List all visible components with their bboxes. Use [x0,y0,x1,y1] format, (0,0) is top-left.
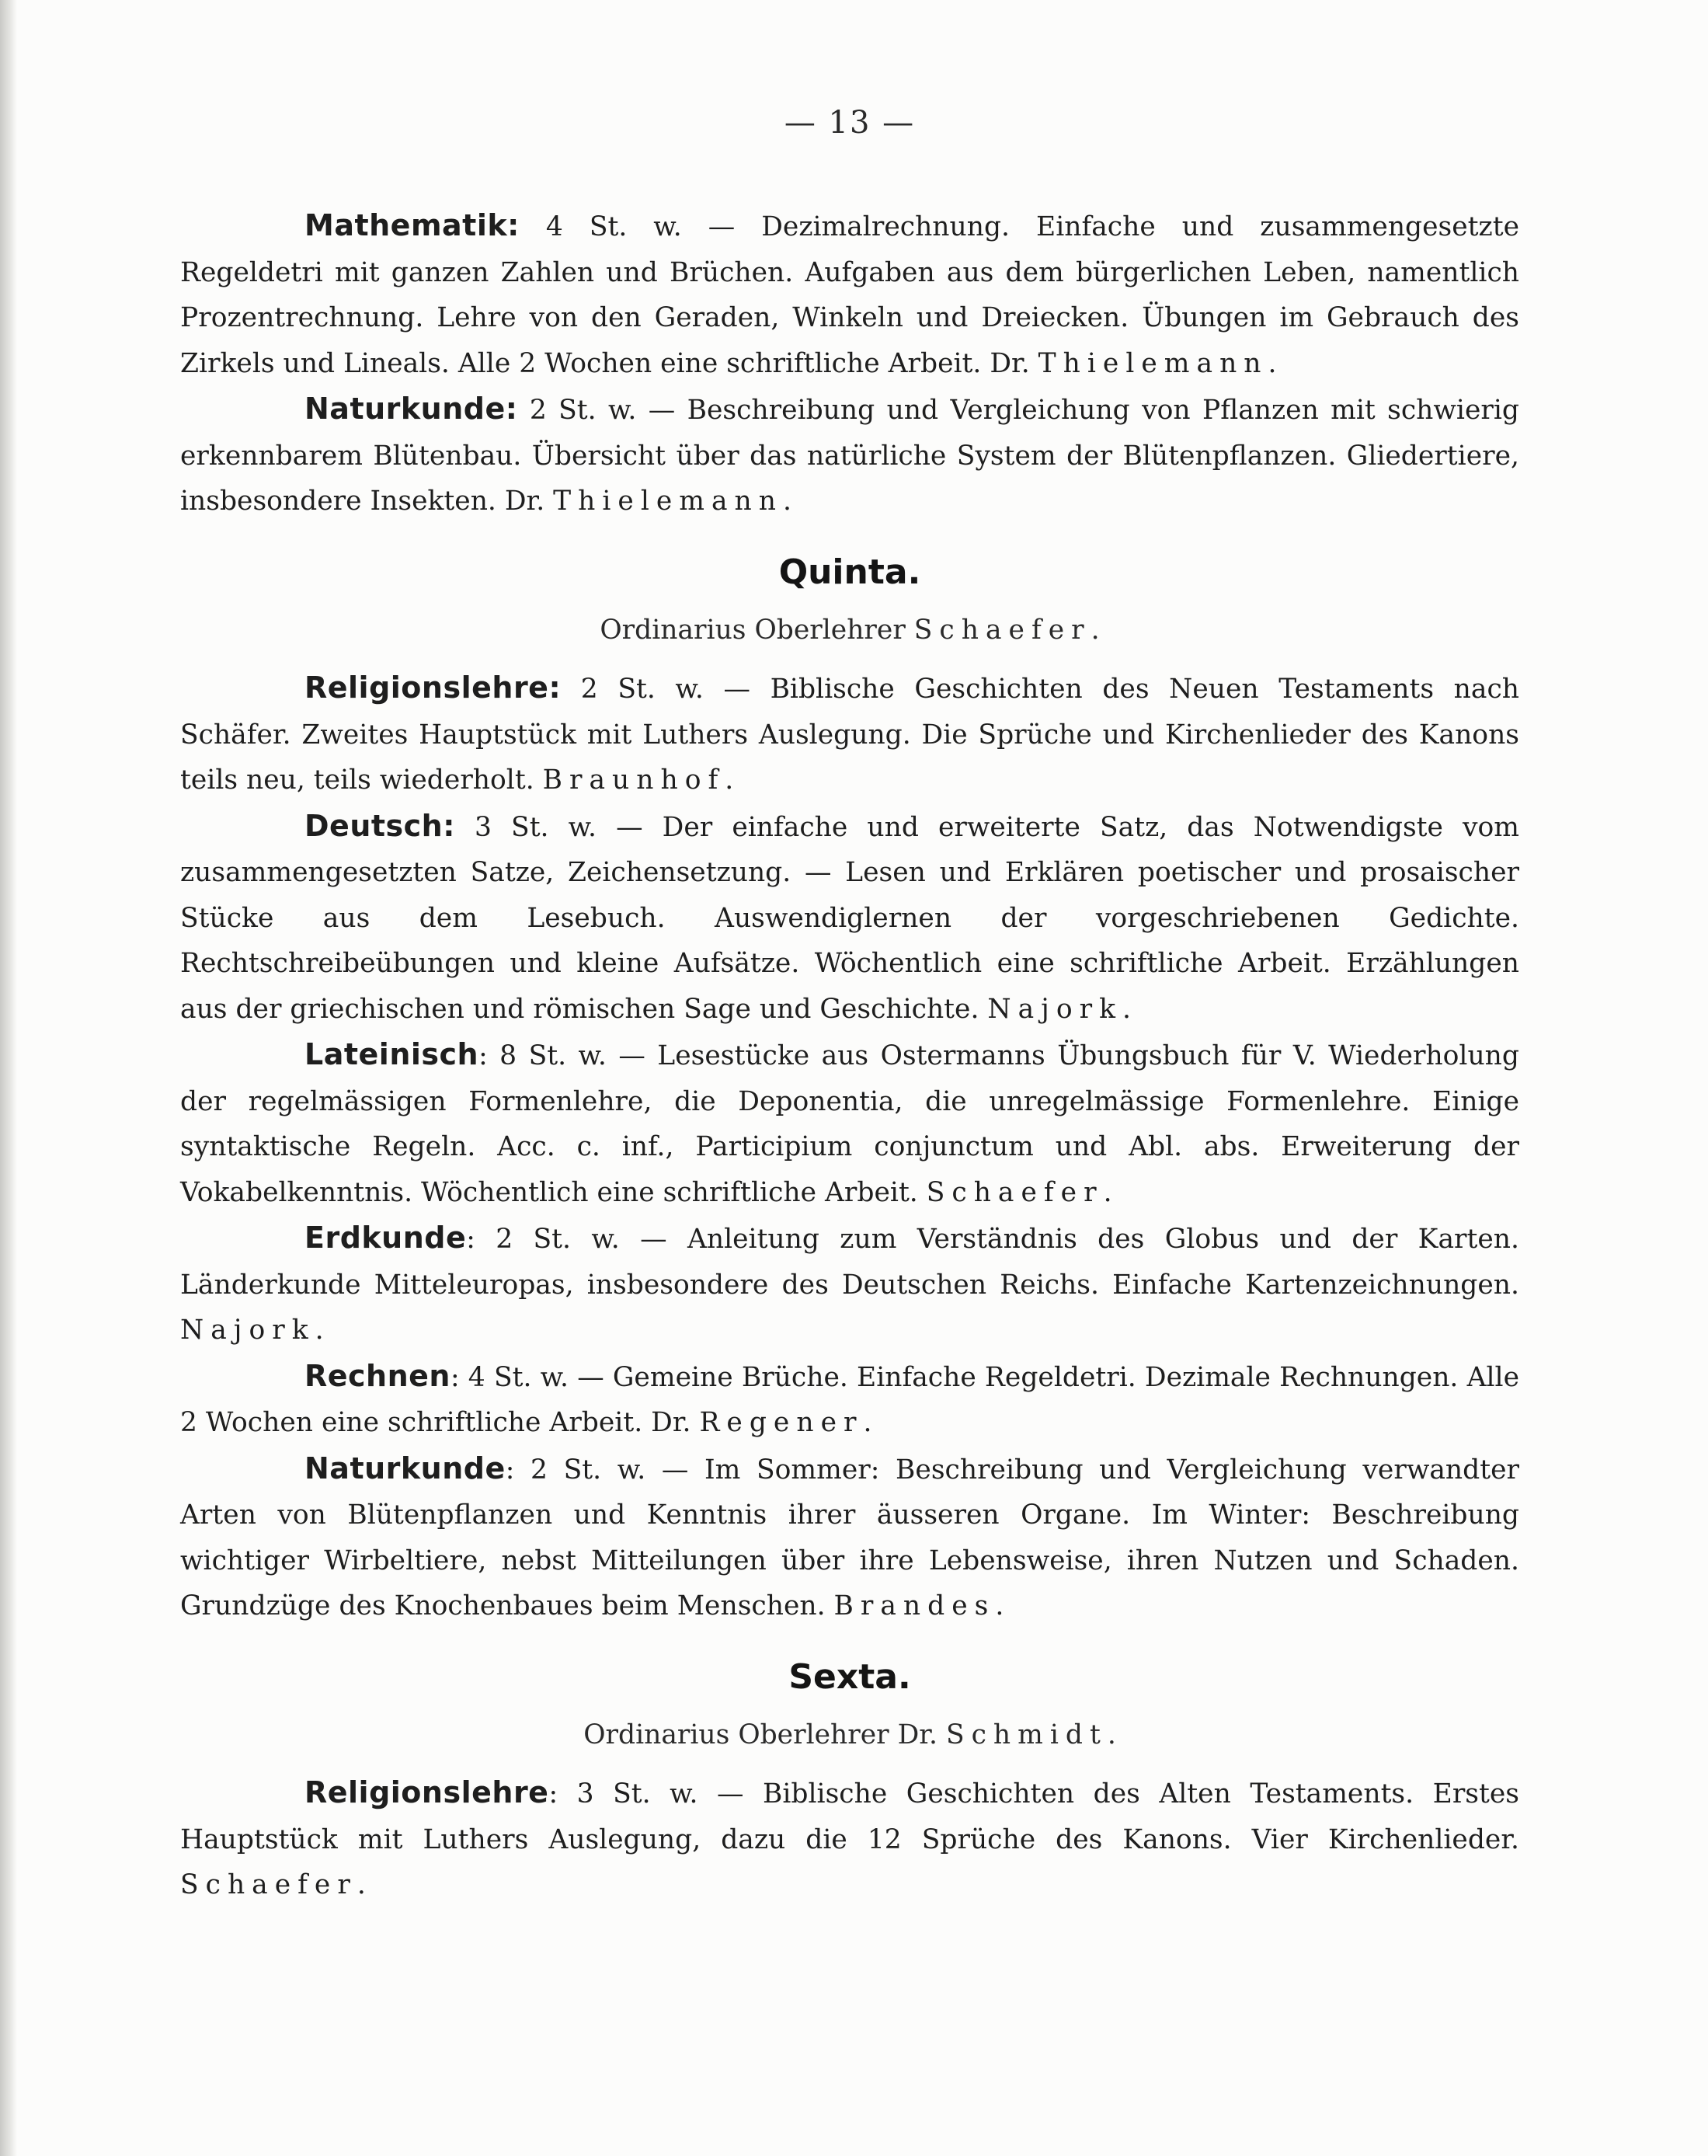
subject-label: Naturkunde [304,1451,506,1486]
teacher-suffix: . [357,1869,366,1900]
teacher-name: Thielemann [553,486,783,517]
subject-entry-rechnen [180,1353,1519,1446]
subject-entry-naturkunde [180,1446,1519,1629]
teacher-name: Najork [987,993,1123,1025]
teacher-name: Schaefer [926,1176,1104,1208]
teacher-suffix: . [1122,993,1131,1025]
teacher-name: Brandes [833,1590,996,1621]
teacher-prefix: Dr. [651,1407,700,1438]
ordinarius-name: Schaefer [913,614,1091,646]
subject-entry-deutsch [180,803,1519,1033]
entry-text: : 4 St. w. — Gemeine Brüche. Einfache Regeldetri. Dezimale Rechnungen. Alle 2 Wochen eine schriftliche Arbeit. [180,1361,1519,1438]
entry-text: 2 St. w. — Beschreibung und Vergleichung von Pflanzen mit schwierig erkennbarem Blütenbau. Übersicht über das natürliche System der Blütenpflanzen. Gliedertiere, insbesondere Insekten. [180,395,1519,517]
teacher-suffix: . [315,1315,324,1346]
ordinarius-name: Schmidt [945,1719,1108,1750]
subject-label: Mathematik: [304,208,520,242]
subject-label: Deutsch: [304,808,455,843]
entry-text: : 2 St. w. — Im Sommer: Beschreibung und Vergleichung verwandter Arten von Blütenpflanzen und Kenntnis ihrer äusseren Organe. Im Winter: Beschreibung wichtiger Wirbeltiere, nebst Mitteilungen über ihre Lebensweise, ihren Nutzen und Schaden. Grundzüge des Knochenbaues beim Menschen. [180,1454,1519,1621]
teacher-name: Thielemann [1038,347,1268,379]
subject-label: Religionslehre [304,1775,549,1809]
section-heading: Sexta. [788,1656,911,1697]
subject-entry-naturkunde [180,386,1519,524]
ordinarius-prefix: Ordinarius Oberlehrer Dr. [583,1719,946,1750]
teacher-suffix: . [783,486,791,517]
section-continuation [180,203,1519,524]
teacher-prefix: Dr. [990,347,1038,379]
entry-text: 2 St. w. — Biblische Geschichten des Neuen Testaments nach Schäfer. Zweites Hauptstück mit Luthers Auslegung. Die Sprüche und Kirchenlieder des Kanons teils neu, teils wiederholt. [180,674,1519,796]
teacher-suffix: . [863,1407,872,1438]
subject-label: Religionslehre: [304,670,562,705]
teacher-suffix: . [995,1590,1004,1621]
ordinarius-line [180,608,1519,653]
entry-text: : 2 St. w. — Anleitung zum Verständnis des Globus und der Karten. Länderkunde Mitteleuropas, insbesondere des Deutschen Reichs. Einfache Kartenzeichnungen. [180,1224,1519,1301]
teacher-suffix: . [725,765,734,796]
section-sexta [180,1657,1519,1908]
page-number: — 13 — [784,105,916,141]
section-quinta [180,552,1519,1629]
page-content [180,105,1519,1908]
subject-label: Erdkunde [304,1221,467,1255]
subject-entry-lateinisch [180,1032,1519,1215]
ordinarius-prefix: Ordinarius Oberlehrer [600,614,914,646]
entry-text: 3 St. w. — Der einfache und erweiterte Satz, das Notwendigste vom zusammengesetzten Satze, Zeichensetzung. — Lesen und Erklären poetischer und prosaischer Stücke aus dem Lesebuch. Auswendiglernen der vorgeschriebenen Gedichte. Rechtschreibeübungen und kleine Aufsätze. Wöchentlich eine schriftliche Arbeit. Erzählungen aus der griechischen und römischen Sage und Geschichte. [180,811,1519,1025]
entry-text: 4 St. w. — Dezimalrechnung. Einfache und zusammengesetzte Regeldetri mit ganzen Zahlen und Brüchen. Aufgaben aus dem bürgerlichen Leben, namentlich Prozentrechnung. Lehre von den Geraden, Winkeln und Dreiecken. Übungen im Gebrauch des Zirkels und Lineals. Alle 2 Wochen eine schriftliche Arbeit. [180,211,1519,379]
teacher-name: Regener [699,1407,864,1438]
ordinarius-suffix: . [1091,614,1100,646]
entry-text: : 8 St. w. — Lesestücke aus Ostermanns Übungsbuch für V. Wiederholung der regelmässigen Formenlehre, die Deponentia, die unregelmässige Formenlehre. Einige syntaktische Regeln. Acc. c. inf., Participium conjunctum und Abl. abs. Erweiterung der Vokabelkenntnis. Wöchentlich eine schriftliche Arbeit. [180,1040,1519,1208]
subject-label: Rechnen [304,1358,450,1393]
page-binding-edge [0,0,17,2156]
subject-entry-religionslehre [180,1770,1519,1908]
subject-entry-religionslehre [180,665,1519,803]
ordinarius-line [180,1712,1519,1758]
subject-label: Naturkunde: [304,392,518,426]
subject-label: Lateinisch [304,1037,479,1071]
teacher-suffix: . [1103,1176,1112,1208]
ordinarius-suffix: . [1107,1719,1116,1750]
teacher-name: Najork [180,1315,315,1346]
teacher-suffix: . [1268,347,1277,379]
subject-entry-mathematik [180,203,1519,386]
entry-text: : 3 St. w. — Biblische Geschichten des Alten Testaments. Erstes Hauptstück mit Luthers Auslegung, dazu die 12 Sprüche des Kanons. Vier Kirchenlieder. [180,1778,1519,1855]
section-heading: Quinta. [778,552,921,592]
teacher-name: Schaefer [180,1869,357,1900]
teacher-name: Braunhof [542,765,725,796]
subject-entry-erdkunde [180,1215,1519,1353]
teacher-prefix: Dr. [504,486,554,517]
